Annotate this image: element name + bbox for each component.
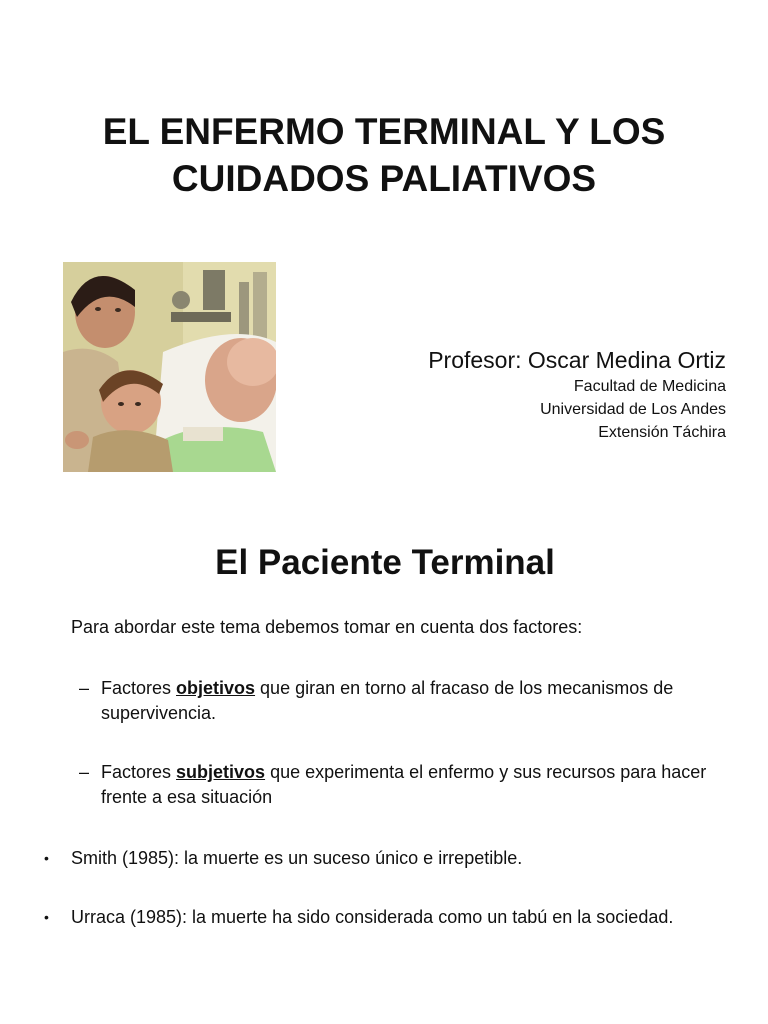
slide-title [40, 108, 728, 202]
item-keyword: subjetivos [176, 762, 266, 782]
item-rest: que experimenta el enfermo y sus recursos para hacer frente a esa situación [101, 762, 707, 807]
affiliation-extension: Extensión Táchira [598, 424, 726, 441]
title-line-2: CUIDADOS PALIATIVOS [171, 158, 597, 199]
list-item-text [101, 760, 719, 810]
dash-marker: – [79, 678, 90, 698]
affiliation-faculty: Facultad de Medicina [573, 378, 726, 395]
item-prefix: Factores [101, 678, 177, 698]
bullet-marker: • [44, 909, 49, 925]
bullet-marker: • [44, 850, 49, 866]
dash-marker: – [79, 762, 90, 782]
affiliation-university: Universidad de Los Andes [540, 401, 726, 418]
title-line-1: EL ENFERMO TERMINAL Y LOS [102, 111, 666, 152]
bullet-item-urraca [44, 905, 694, 930]
list-item-subjective [79, 760, 719, 810]
item-prefix: Factores [101, 762, 177, 782]
item-rest: que giran en torno al fracaso de los mecanismos de supervivencia. [101, 678, 674, 723]
bullet-item-smith [44, 846, 694, 871]
list-item-text [101, 676, 719, 726]
section-title: El Paciente Terminal [215, 543, 555, 582]
author-name: Profesor: Oscar Medina Ortiz [428, 347, 726, 373]
list-item-objective [79, 676, 719, 726]
item-keyword: objetivos [176, 678, 256, 698]
intro-text: Para abordar este tema debemos tomar en cuenta dos factores: [71, 617, 583, 637]
author-block [306, 345, 726, 444]
bullet-text: Urraca (1985): la muerte ha sido considerada como un tabú en la sociedad. [71, 907, 674, 927]
bullet-text: Smith (1985): la muerte es un suceso único e irrepetible. [71, 848, 523, 868]
hospital-photo [63, 262, 276, 472]
